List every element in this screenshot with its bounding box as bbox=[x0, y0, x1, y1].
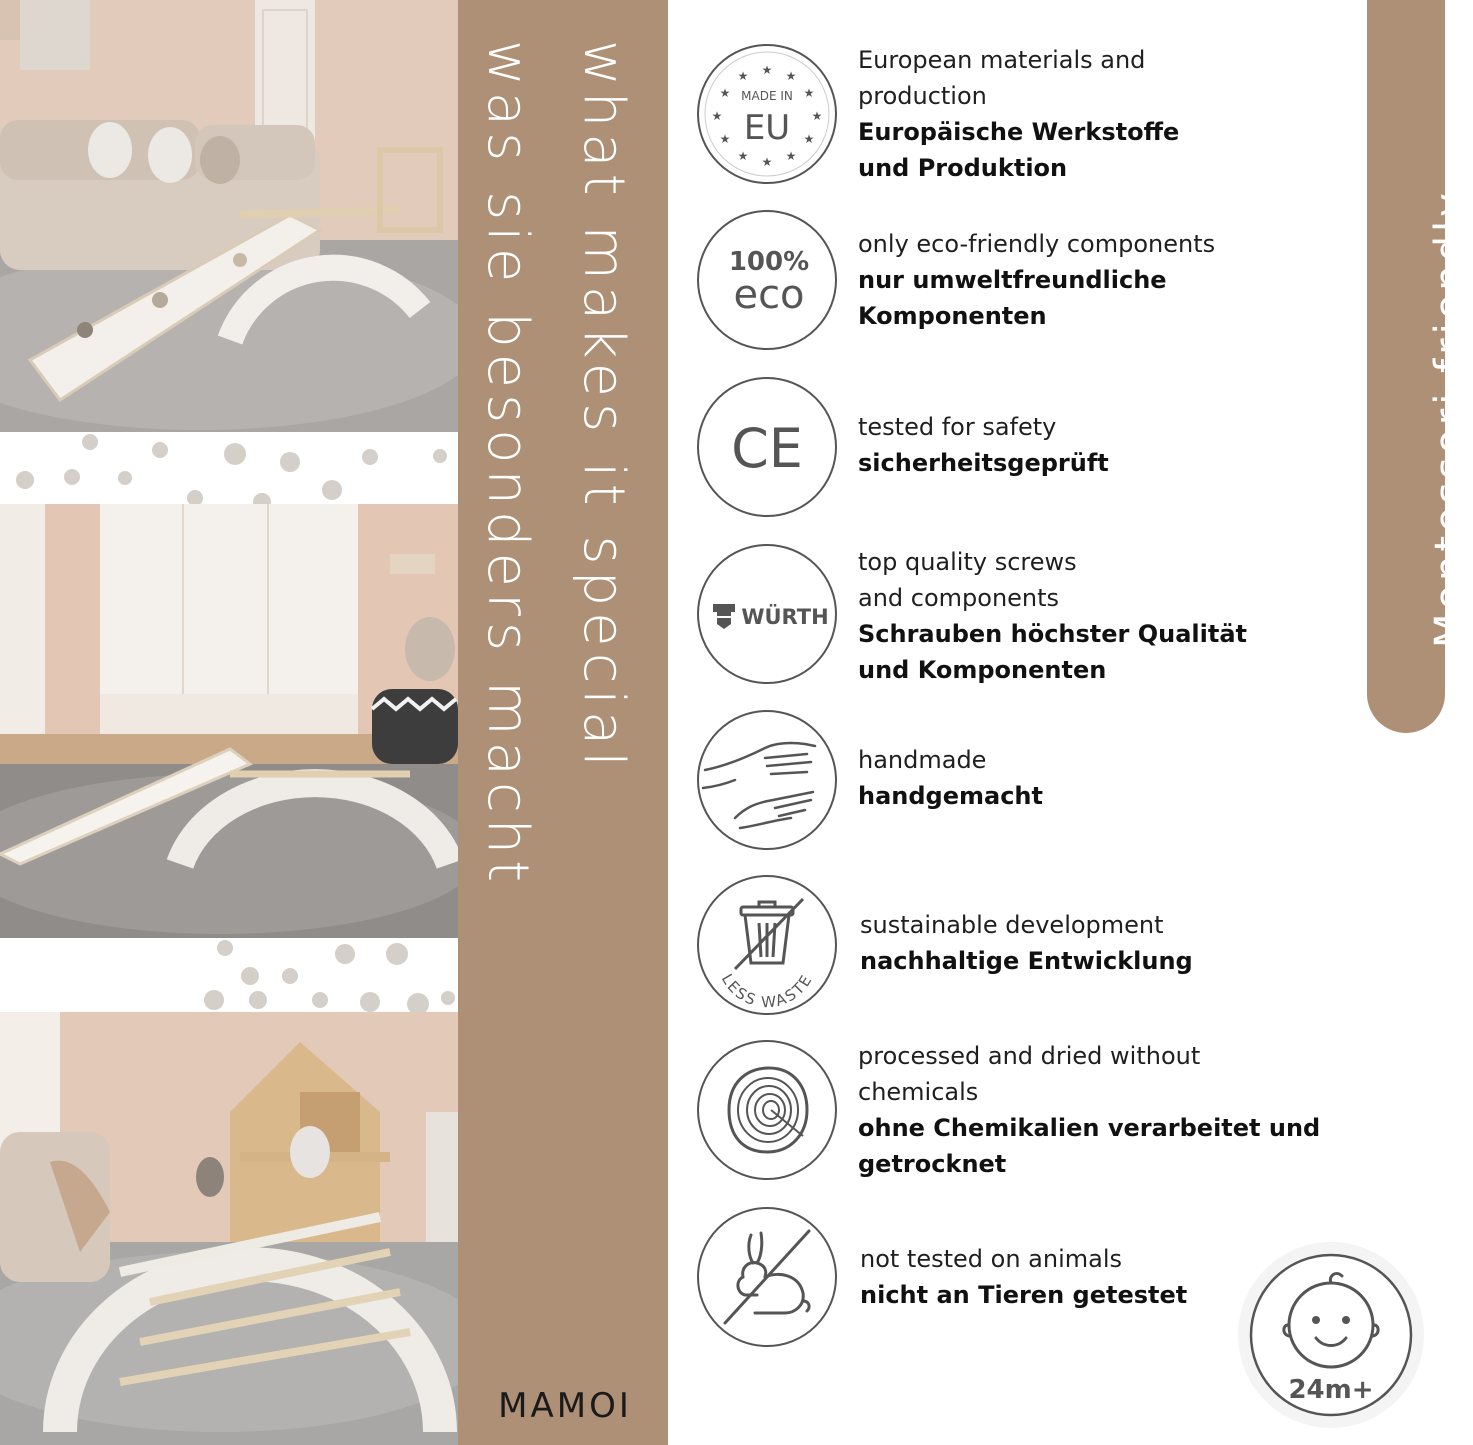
no-animal-testing-icon bbox=[695, 1205, 839, 1349]
svg-text:★: ★ bbox=[719, 132, 731, 146]
feature-german-line: nur umweltfreundliche bbox=[858, 266, 1167, 294]
ce-mark-icon bbox=[695, 375, 839, 519]
feature-english-line: handmade bbox=[858, 746, 987, 774]
band-title-english: what makes it special bbox=[571, 40, 636, 773]
feature-english-line: chemicals bbox=[858, 1078, 979, 1106]
feature-text bbox=[858, 742, 1358, 814]
feature-english-line: not tested on animals bbox=[860, 1245, 1123, 1273]
photo-playroom-climbing-arch bbox=[0, 1012, 458, 1445]
feature-handmade bbox=[695, 708, 1355, 858]
feature-german-line: nachhaltige Entwicklung bbox=[860, 947, 1193, 975]
feature-english-line: and components bbox=[858, 584, 1060, 612]
decorative-dots bbox=[0, 432, 458, 504]
mamoi-logo: MAMOI bbox=[498, 1386, 632, 1426]
feature-text bbox=[860, 907, 1360, 979]
svg-text:★: ★ bbox=[761, 155, 773, 169]
svg-text:★: ★ bbox=[737, 149, 749, 163]
feature-german-line: Schrauben höchster Qualität bbox=[858, 620, 1248, 648]
svg-text:★: ★ bbox=[719, 86, 731, 100]
svg-text:★: ★ bbox=[803, 132, 815, 146]
svg-text:EU: EU bbox=[743, 108, 791, 148]
svg-text:★: ★ bbox=[785, 69, 797, 83]
decorative-dots bbox=[0, 938, 458, 1012]
feature-english-line: production bbox=[858, 82, 987, 110]
eco-100-icon bbox=[695, 208, 839, 352]
feature-european-materials bbox=[695, 42, 1355, 192]
wood-rings-icon bbox=[695, 1038, 839, 1182]
svg-text:★: ★ bbox=[785, 149, 797, 163]
feature-english-line: top quality screws bbox=[858, 548, 1077, 576]
feature-german-line: nicht an Tieren getestet bbox=[860, 1281, 1188, 1309]
photo-bedroom-arch bbox=[0, 504, 458, 938]
feature-english-line: processed and dried without bbox=[858, 1042, 1201, 1070]
svg-text:CE: CE bbox=[731, 417, 803, 480]
feature-english-line: European materials and bbox=[858, 46, 1146, 74]
product-photos-column bbox=[0, 0, 458, 1445]
montessori-tab-label: Montessori friendly bbox=[1427, 189, 1473, 648]
feature-german-line: und Komponenten bbox=[858, 656, 1107, 684]
feature-sustainable-development bbox=[695, 873, 1355, 1023]
svg-text:MADE IN: MADE IN bbox=[741, 89, 793, 103]
feature-text bbox=[858, 42, 1358, 186]
hands-icon bbox=[695, 708, 839, 852]
feature-english-line: only eco-friendly components bbox=[858, 230, 1216, 258]
feature-german-line: handgemacht bbox=[858, 782, 1043, 810]
svg-text:★: ★ bbox=[737, 69, 749, 83]
feature-german-line: Europäische Werkstoffe bbox=[858, 118, 1180, 146]
baby-age-icon bbox=[1236, 1240, 1426, 1430]
feature-text bbox=[858, 1038, 1358, 1182]
feature-german-line: sicherheitsgeprüft bbox=[858, 449, 1109, 477]
feature-text bbox=[858, 409, 1358, 481]
svg-text:24m+: 24m+ bbox=[1288, 1375, 1374, 1405]
feature-no-chemicals bbox=[695, 1038, 1355, 1188]
feature-english-line: tested for safety bbox=[858, 413, 1057, 441]
made-in-eu-icon bbox=[695, 42, 839, 186]
svg-text:★: ★ bbox=[811, 109, 823, 123]
svg-text:★: ★ bbox=[711, 109, 723, 123]
feature-text bbox=[858, 544, 1358, 688]
band-title-german: was sie besonders macht bbox=[475, 40, 540, 889]
svg-text:LESS WASTE: LESS WASTE bbox=[717, 970, 817, 1012]
feature-german-line: Komponenten bbox=[858, 302, 1047, 330]
svg-text:eco: eco bbox=[733, 272, 805, 318]
feature-eco-components bbox=[695, 208, 1355, 358]
feature-text bbox=[858, 226, 1358, 334]
less-waste-icon bbox=[695, 873, 839, 1017]
feature-german-line: ohne Chemikalien verarbeitet und bbox=[858, 1114, 1321, 1142]
svg-text:WÜRTH: WÜRTH bbox=[741, 605, 829, 629]
svg-text:★: ★ bbox=[761, 63, 773, 77]
svg-text:★: ★ bbox=[803, 86, 815, 100]
feature-quality-screws bbox=[695, 542, 1355, 692]
svg-text:100%: 100% bbox=[728, 247, 810, 277]
feature-tested-for-safety bbox=[695, 375, 1355, 525]
feature-english-line: sustainable development bbox=[860, 911, 1164, 939]
feature-german-line: getrocknet bbox=[858, 1150, 1007, 1178]
feature-german-line: und Produktion bbox=[858, 154, 1068, 182]
photo-living-room-slide bbox=[0, 0, 458, 432]
wurth-logo-icon bbox=[695, 542, 839, 686]
